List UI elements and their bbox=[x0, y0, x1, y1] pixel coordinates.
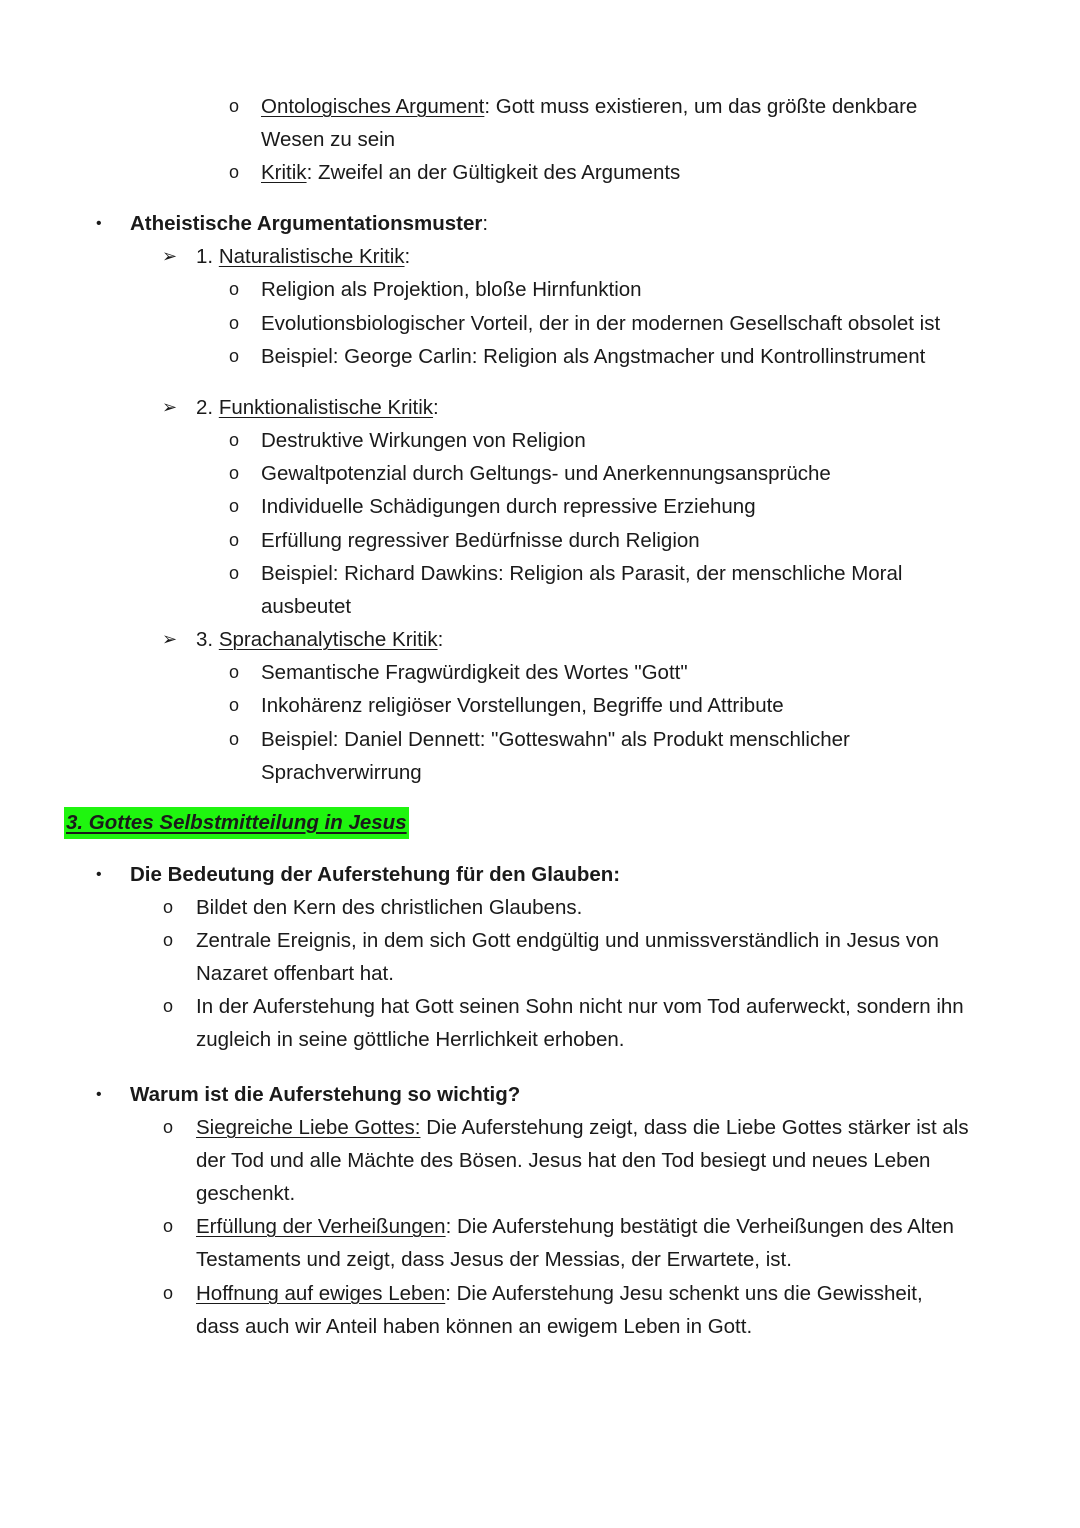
section-title-atheist: Atheistische Argumentationsmuster: bbox=[130, 212, 489, 235]
circle-bullet-icon: o bbox=[229, 729, 240, 749]
circle-bullet-icon: o bbox=[229, 662, 240, 682]
list-item-continuation: ausbeutet bbox=[261, 595, 352, 618]
circle-bullet-icon: o bbox=[229, 430, 240, 450]
section-title-why-important: Warum ist die Auferstehung so wichtig? bbox=[130, 1083, 521, 1106]
bullet-icon: • bbox=[96, 1086, 102, 1103]
term-siegreiche-liebe: Siegreiche Liebe Gottes: bbox=[196, 1116, 421, 1139]
subsection-naturalistic: 1. Naturalistische Kritik: bbox=[196, 245, 411, 268]
circle-bullet-icon: o bbox=[163, 1117, 174, 1137]
circle-bullet-icon: o bbox=[229, 346, 240, 366]
circle-bullet-icon: o bbox=[229, 313, 240, 333]
circle-bullet-icon: o bbox=[163, 996, 174, 1016]
list-item: Erfüllung der Verheißungen: Die Auferstehung bestätigt die Verheißungen des Alten bbox=[196, 1215, 954, 1238]
list-item: Evolutionsbiologischer Vorteil, der in der modernen Gesellschaft obsolet ist bbox=[261, 312, 941, 335]
subsection-functionalist: 2. Funktionalistische Kritik: bbox=[196, 396, 439, 419]
list-item: Semantische Fragwürdigkeit des Wortes "Gott" bbox=[261, 661, 688, 684]
circle-bullet-icon: o bbox=[163, 930, 174, 950]
list-item: Destruktive Wirkungen von Religion bbox=[261, 429, 586, 452]
arrow-bullet-icon: ➢ bbox=[162, 397, 178, 417]
list-item: Beispiel: Daniel Dennett: "Gotteswahn" als Produkt menschlicher bbox=[261, 728, 850, 751]
list-item-continuation: zugleich in seine göttliche Herrlichkeit erhoben. bbox=[196, 1028, 625, 1051]
bullet-icon: • bbox=[96, 866, 102, 883]
list-item: Siegreiche Liebe Gottes: Die Auferstehung zeigt, dass die Liebe Gottes stärker ist als bbox=[196, 1116, 969, 1139]
term-hoffnung: Hoffnung auf ewiges Leben bbox=[196, 1282, 446, 1305]
list-item-continuation: Wesen zu sein bbox=[261, 128, 396, 151]
list-item: Erfüllung regressiver Bedürfnisse durch Religion bbox=[261, 529, 700, 552]
circle-bullet-icon: o bbox=[229, 162, 240, 182]
list-item-continuation: der Tod und alle Mächte des Bösen. Jesus hat den Tod besiegt und neues Leben bbox=[196, 1149, 931, 1172]
circle-bullet-icon: o bbox=[229, 279, 240, 299]
list-item-continuation: Nazaret offenbart hat. bbox=[196, 962, 394, 985]
list-item: Inkohärenz religiöser Vorstellungen, Begriffe und Attribute bbox=[261, 694, 784, 717]
list-item: Bildet den Kern des christlichen Glaubens. bbox=[196, 896, 583, 919]
subsection-linguistic: 3. Sprachanalytische Kritik: bbox=[196, 628, 444, 651]
circle-bullet-icon: o bbox=[229, 463, 240, 483]
circle-bullet-icon: o bbox=[163, 1283, 174, 1303]
list-item: Kritik: Zweifel an der Gültigkeit des Arguments bbox=[261, 161, 681, 184]
section-heading-highlighted: 3. Gottes Selbstmitteilung in Jesus bbox=[64, 807, 409, 839]
term-erfuellung: Erfüllung der Verheißungen bbox=[196, 1215, 446, 1238]
circle-bullet-icon: o bbox=[229, 695, 240, 715]
bullet-icon: • bbox=[96, 215, 102, 232]
circle-bullet-icon: o bbox=[163, 1216, 174, 1236]
section-title-resurrection-meaning: Die Bedeutung der Auferstehung für den Glauben: bbox=[130, 863, 621, 886]
arrow-bullet-icon: ➢ bbox=[162, 246, 178, 266]
list-item: Religion als Projektion, bloße Hirnfunktion bbox=[261, 278, 642, 301]
list-item: Beispiel: George Carlin: Religion als Angstmacher und Kontrollinstrument bbox=[261, 345, 926, 368]
list-item-continuation: Testaments und zeigt, dass Jesus der Messias, der Erwartete, ist. bbox=[196, 1248, 792, 1271]
arrow-bullet-icon: ➢ bbox=[162, 629, 178, 649]
list-item: Gewaltpotenzial durch Geltungs- und Anerkennungsansprüche bbox=[261, 462, 831, 485]
list-item-continuation: dass auch wir Anteil haben können an ewigem Leben in Gott. bbox=[196, 1315, 753, 1338]
circle-bullet-icon: o bbox=[229, 563, 240, 583]
list-item: Beispiel: Richard Dawkins: Religion als Parasit, der menschliche Moral bbox=[261, 562, 903, 585]
list-item: Ontologisches Argument: Gott muss existieren, um das größte denkbare bbox=[261, 95, 918, 118]
term-ontologisches-argument: Ontologisches Argument bbox=[261, 95, 485, 118]
list-item: Individuelle Schädigungen durch repressive Erziehung bbox=[261, 495, 756, 518]
list-item: Zentrale Ereignis, in dem sich Gott endgültig und unmissverständlich in Jesus von bbox=[196, 929, 939, 952]
list-item-continuation: Sprachverwirrung bbox=[261, 761, 422, 784]
term-kritik: Kritik bbox=[261, 161, 307, 184]
list-item: In der Auferstehung hat Gott seinen Sohn nicht nur vom Tod auferweckt, sondern ihn bbox=[196, 995, 964, 1018]
circle-bullet-icon: o bbox=[229, 96, 240, 116]
circle-bullet-icon: o bbox=[229, 530, 240, 550]
list-item: Hoffnung auf ewiges Leben: Die Auferstehung Jesu schenkt uns die Gewissheit, bbox=[196, 1282, 923, 1305]
circle-bullet-icon: o bbox=[163, 897, 174, 917]
list-item-continuation: geschenkt. bbox=[196, 1182, 296, 1205]
circle-bullet-icon: o bbox=[229, 496, 240, 516]
